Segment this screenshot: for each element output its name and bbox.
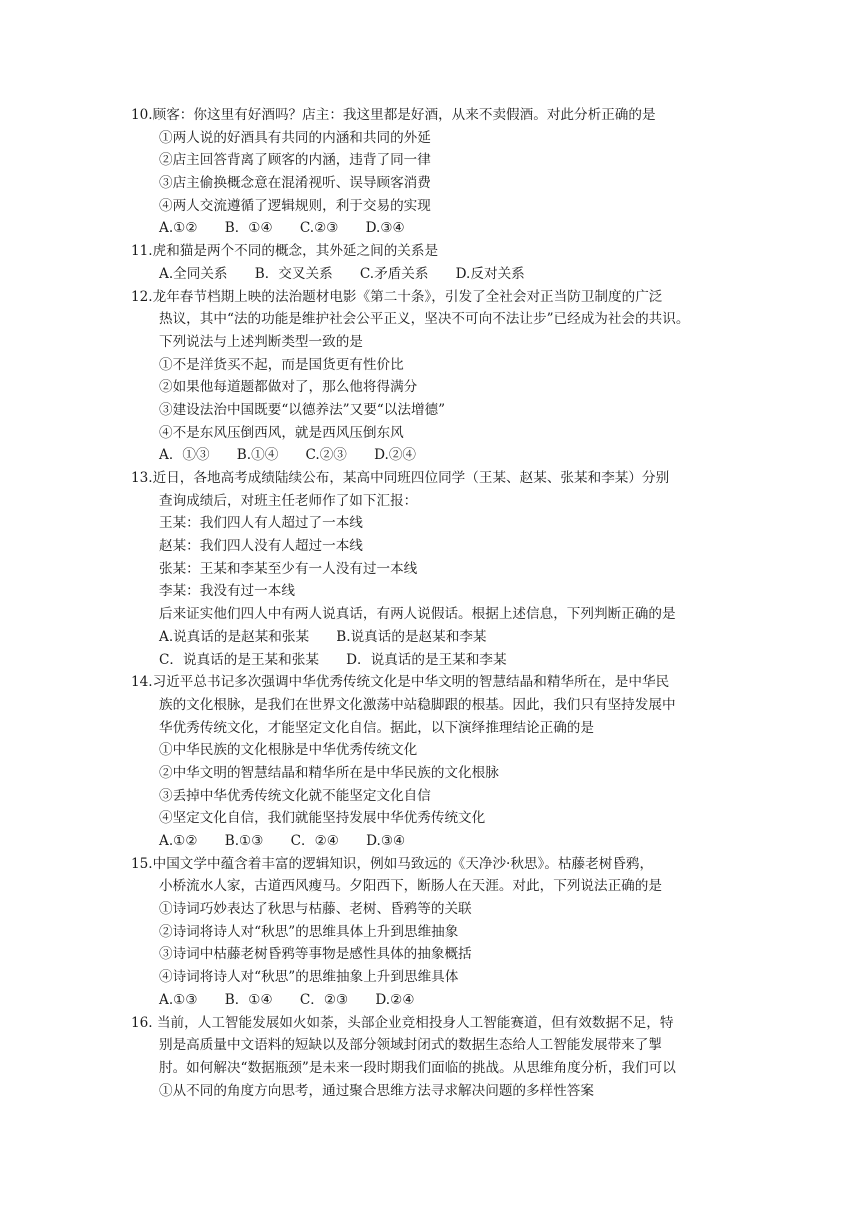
q12-item-3: ③建设法治中国既要“以德养法”又要“以法增德” [159,401,446,418]
q13-stem-1: 13.近日，各地高考成绩陆续公布，某高中同班四位同学（王某、赵某、张某和李某）分别 [131,470,670,486]
q14-item-1: ①中华民族的文化根脉是中华优秀传统文化 [159,742,418,759]
q15-stem-2: 小桥流水人家，古道西风瘦马。夕阳西下，断肠人在天涯。对此，下列说法正确的是 [159,878,662,895]
q10-item-2: ②店主回答背离了顾客的内涵，违背了同一律 [159,152,431,169]
q11-options: A.全同关系 B．交叉关系 C.矛盾关系 D.反对关系 [159,265,525,282]
q10-item-3: ③店主偷换概念意在混淆视听、误导顾客消费 [159,175,431,192]
q12-options: A．①③ B.①④ C.②③ D.②④ [159,447,417,464]
q15-options: A.①③ B．①④ C．②③ D.②④ [159,991,415,1008]
q14-stem-2: 族的文化根脉，是我们在世界文化激荡中站稳脚跟的根基。因此，我们只有坚持发展中 [159,696,676,713]
q13-stem-2: 查询成绩后，对班主任老师作了如下汇报： [159,492,418,509]
q15-item-3: ③诗词中枯藤老树昏鸦等事物是感性具体的抽象概括 [159,946,472,963]
q14-item-4: ④坚定文化自信，我们就能坚持发展中华优秀传统文化 [159,810,486,827]
q14-item-2: ②中华文明的智慧结晶和精华所在是中华民族的文化根脉 [159,764,499,781]
q14-options: A.①② B.①③ C．②④ D.③④ [159,833,406,849]
q15-item-2: ②诗词将诗人对“秋思”的思维具体上升到思维抽象 [159,923,459,940]
q15-stem-1: 15.中国文学中蕴含着丰富的逻辑知识，例如马致远的《天净沙·秋思》。枯藤老树昏鸦， [131,855,654,872]
q12-stem-3: 下列说法与上述判断类型一致的是 [159,333,363,350]
q13-options-1: A.说真话的是赵某和张某 B.说真话的是赵某和李某 [159,628,487,645]
q12-item-2: ②如果他每道题都做对了，那么他将得满分 [159,379,418,396]
q10-stem: 10.顾客：你这里有好酒吗？店主：我这里都是好酒，从来不卖假酒。对此分析正确的是 [131,107,656,123]
q15-item-4: ④诗词将诗人对“秋思”的思维抽象上升到思维具体 [159,969,459,986]
q10-item-1: ①两人说的好酒具有共同的内涵和共同的外延 [159,129,431,146]
q12-item-1: ①不是洋货买不起，而是国货更有性价比 [159,356,404,373]
q13-options-2: C．说真话的是王某和张某 D．说真话的是王某和李某 [159,651,507,668]
q13-item-2: 赵某：我们四人没有人超过一本线 [159,538,363,555]
q15-item-1: ①诗词巧妙表达了秋思与枯藤、老树、昏鸦等的关联 [159,901,472,918]
q10-options: A.①② B．①④ C.②③ D.③④ [159,220,405,237]
q11-stem: 11.虎和猫是两个不同的概念，其外延之间的关系是 [131,243,439,260]
q13-item-3: 张某：王某和李某至少有一人没有过一本线 [159,560,418,577]
q16-item-1: ①从不同的角度方向思考，通过聚合思维方法寻求解决问题的多样性答案 [159,1082,594,1099]
q12-stem-1: 12.龙年春节档期上映的法治题材电影《第二十条》，引发了全社会对正当防卫制度的广泛 [131,288,663,305]
q14-stem-1: 14.习近平总书记多次强调中华优秀传统文化是中华文明的智慧结晶和精华所在，是中华民 [131,674,670,691]
q16-stem-2: 别是高质量中文语料的短缺以及部分领域封闭式的数据生态给人工智能发展带来了掣 [159,1037,662,1054]
q13-item-1: 王某：我们四人有人超过了一本线 [159,515,363,532]
q14-stem-3: 华优秀传统文化，才能坚定文化自信。据此，以下演绎推理结论正确的是 [159,719,594,736]
q13-item-4: 李某：我没有过一本线 [159,583,295,600]
q12-item-4: ④不是东风压倒西风，就是西风压倒东风 [159,424,404,441]
q12-stem-2: 热议，其中“法的功能是维护社会公平正义，坚决不可向不法让步”已经成为社会的共识。 [159,311,690,328]
q10-item-4: ④两人交流遵循了逻辑规则，利于交易的实现 [159,197,431,214]
q14-item-3: ③丢掉中华优秀传统文化就不能坚定文化自信 [159,787,431,804]
question-list [131,104,746,1102]
q16-stem-3: 肘。如何解决“数据瓶颈”是未来一段时期我们面临的挑战。从思维角度分析，我们可以 [159,1059,676,1076]
q16-stem-1: 16. 当前，人工智能发展如火如荼，头部企业竞相投身人工智能赛道，但有效数据不足，特 [131,1014,674,1031]
q13-item-5: 后来证实他们四人中有两人说真话，有两人说假话。根据上述信息，下列判断正确的是 [159,606,676,623]
